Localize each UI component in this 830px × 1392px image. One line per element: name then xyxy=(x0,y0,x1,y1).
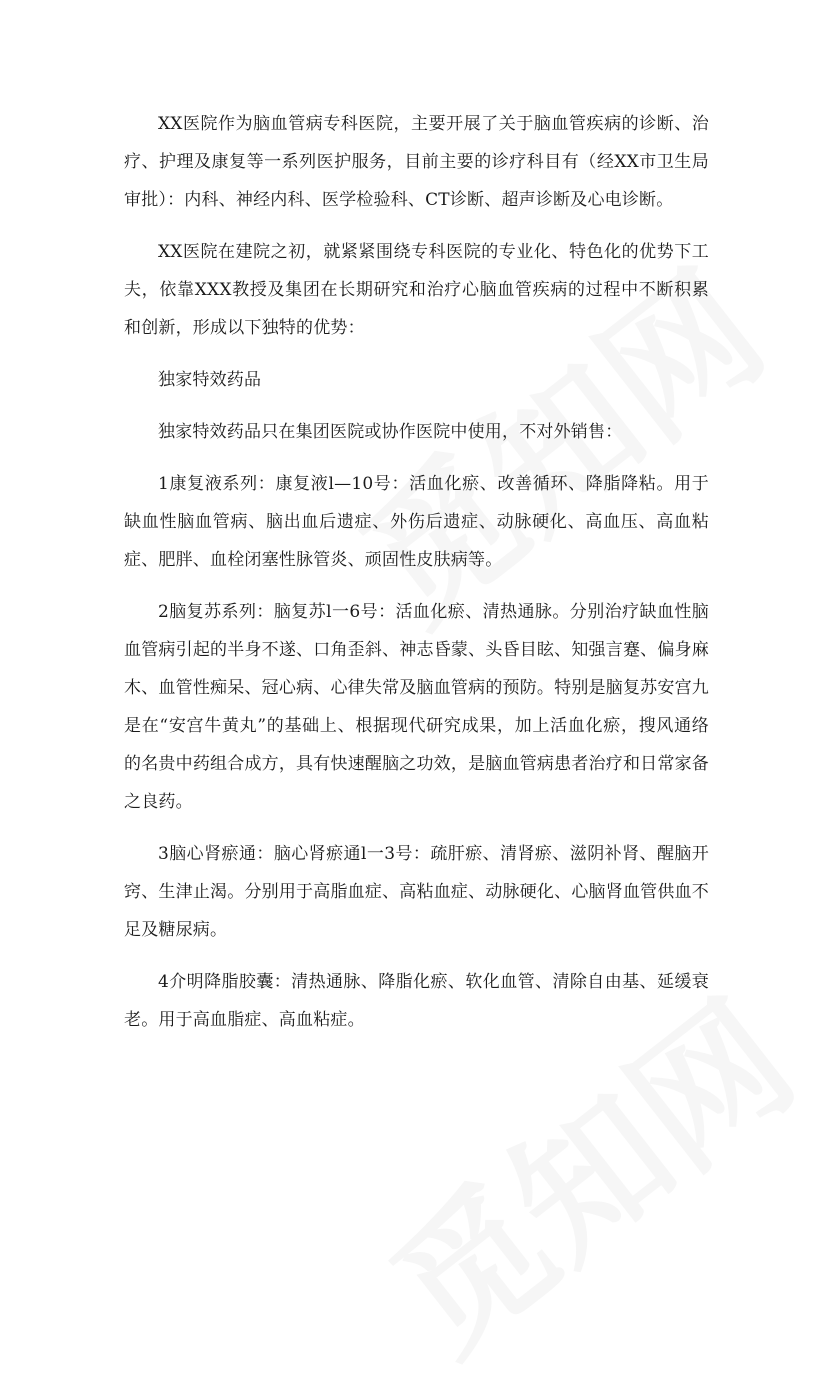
document-body xyxy=(124,105,709,1053)
paragraph-exclusive-drugs-note: 独家特效药品只在集团医院或协作医院中使用，不对外销售： xyxy=(158,422,623,442)
paragraph-naofusu-series: 2脑复苏系列：脑复苏l一6号：活血化瘀、清热通脉。分别治疗缺血性脑血管病引起的半身不遂、口角歪斜、神志昏蒙、头昏目眩、知强言蹇、偏身麻木、血管性痴呆、冠心病、心律失常及脑血管病的预防。特别是脑复苏安宫九是在“安宫牛黄丸”的基础上、根据现代研究成果，加上活血化瘀，搜风通络的名贵中药组合成方，具有快速醒脑之功效，是脑血管病患者治疗和日常家备之良药。 xyxy=(124,602,709,812)
paragraph-advantages-intro: XX医院在建院之初，就紧紧围绕专科医院的专业化、特色化的优势下工夫，依靠XXX教授及集团在长期研究和治疗心脑血管疾病的过程中不断积累和创新，形成以下独特的优势： xyxy=(124,242,709,338)
paragraph-kangfuye-series: 1康复液系列：康复液l—10号：活血化瘀、改善循环、降脂降粘。用于缺血性脑血管病、脑出血后遗症、外伤后遗症、动脉硬化、高血压、高血粘症、肥胖、血栓闭塞性脉管炎、顽固性皮肤病等。 xyxy=(124,474,709,570)
paragraph-jieming-capsule: 4介明降脂胶囊：清热通脉、降脂化瘀、软化血管、清除自由基、延缓衰老。用于高血脂症、高血粘症。 xyxy=(124,972,709,1030)
paragraph-hospital-intro: XX医院作为脑血管病专科医院，主要开展了关于脑血管疾病的诊断、治疗、护理及康复等一系列医护服务，目前主要的诊疗科目有（经XX市卫生局审批）：内科、神经内科、医学检验科、CT诊断、超声诊断及心电诊断。 xyxy=(124,114,709,210)
section-heading-exclusive-drugs: 独家特效药品 xyxy=(158,370,262,390)
paragraph-naoxinshen-yutong: 3脑心肾瘀通：脑心肾瘀通l一3号：疏肝瘀、清肾瘀、滋阴补肾、醒脑开窍、生津止渴。分别用于高脂血症、高粘血症、动脉硬化、心脑肾血管供血不足及糖尿病。 xyxy=(124,844,709,940)
